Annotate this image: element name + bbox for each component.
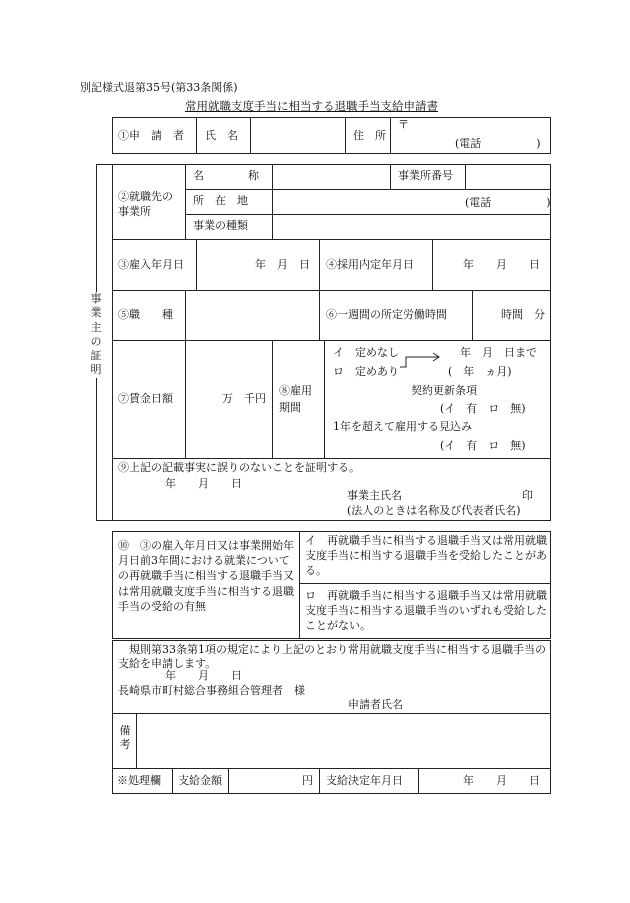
processing-label: ※処理欄 <box>117 774 161 787</box>
applicant-signature-label: 申請者氏名 <box>348 698 403 711</box>
renewal-choice[interactable]: (イ 有 ロ 無) <box>440 402 526 415</box>
applicant-phone: (電話 ) <box>455 137 541 150</box>
period-no-limit-option[interactable]: イ 定めなし <box>333 346 399 359</box>
form-title: 常用就職支度手当に相当する退職手当支給申請書 <box>185 99 438 113</box>
applicant-name-field[interactable] <box>258 130 342 144</box>
form-number: 別記様式退第35号(第33条関係) <box>80 81 238 94</box>
job-type-label: ⑤職 種 <box>118 308 173 321</box>
location-label: 所 在 地 <box>193 194 248 207</box>
business-type-field[interactable] <box>278 219 544 235</box>
application-date[interactable]: 年 月 日 <box>165 669 242 682</box>
amount-field[interactable]: 円 <box>302 774 313 787</box>
period-until: 年 月 日まで <box>460 346 537 359</box>
offer-date-label: ④採用内定年月日 <box>326 258 414 271</box>
workplace-section-label: ②就職先の事業所 <box>118 190 173 218</box>
job-type-field[interactable] <box>192 305 312 323</box>
applicant-signature-field[interactable] <box>412 697 542 711</box>
over-one-year-label: 1年を超えて雇用する見込み <box>333 420 472 433</box>
corporation-note: (法人のときは名称及び代表者氏名) <box>347 504 521 517</box>
certification-text: ⑨上記の記載事実に誤りのないことを証明する。 <box>118 461 360 474</box>
address-label: 住 所 <box>353 129 386 142</box>
daily-wage-field[interactable]: 万 千円 <box>222 392 266 405</box>
workplace-name-label: 名 称 <box>193 169 259 182</box>
seal-mark: 印 <box>522 489 533 502</box>
office-number-label: 事業所番号 <box>398 169 453 182</box>
employment-period-label: ⑧雇用期間 <box>279 384 312 414</box>
weekly-hours-label: ⑥一週間の所定労働時間 <box>326 308 447 321</box>
option-not-received[interactable]: ロ 再就職手当に相当する退職手当又は常用就職支度手当に相当する退職手当のいずれも受給したことがない。 <box>305 589 547 633</box>
certification-date[interactable]: 年 月 日 <box>165 477 242 490</box>
applicant-label: ①申 請 者 <box>118 129 184 142</box>
weekly-hours-field[interactable]: 時間 分 <box>501 308 545 321</box>
decision-date-field[interactable]: 年 月 日 <box>463 774 540 787</box>
previous-receipt-question: ⑩ ③の雇入年月日又は事業開始年月日前3年間における就業についての再就職手当に相当する退職手当又は常用就職支度手当に相当する退職手当の受給の有無 <box>118 539 294 613</box>
remarks-label: 備考 <box>119 724 131 752</box>
name-label: 氏 名 <box>205 129 238 142</box>
option-received[interactable]: イ 再就職手当に相当する退職手当又は常用就職支度手当に相当する退職手当を受給したことがある。 <box>305 534 547 578</box>
employer-name-label: 事業主氏名 <box>347 489 402 502</box>
renewal-label: 契約更新条項 <box>411 384 477 397</box>
daily-wage-label: ⑦賃金日額 <box>118 392 173 405</box>
workplace-name-field[interactable] <box>278 169 384 185</box>
period-limit-option[interactable]: ロ 定めあり <box>333 365 399 378</box>
arrow-icon <box>398 352 444 368</box>
hire-date-label: ③雇入年月日 <box>118 258 184 271</box>
amount-label: 支給金額 <box>178 774 222 787</box>
postal-mark: 〒 <box>398 118 409 131</box>
addressee: 長崎県市町村総合事務組合管理者 様 <box>118 684 305 697</box>
workplace-phone: (電話 ) <box>465 196 551 209</box>
remarks-field[interactable] <box>142 718 546 763</box>
employer-certification-label: 事 業 主 の 証 明 <box>90 292 102 377</box>
offer-date-field[interactable]: 年 月 日 <box>463 258 540 271</box>
application-statement: 規則第33条第1項の規定により上記のとおり常用就職支度手当に相当する退職手当の支給を申請します。 <box>118 643 546 671</box>
office-number-field[interactable] <box>470 169 546 185</box>
hire-date-field[interactable]: 年 月 日 <box>255 258 310 271</box>
applicant-address-field[interactable] <box>412 120 547 134</box>
location-field[interactable] <box>278 194 458 210</box>
period-months: ( 年 ヵ月) <box>448 365 512 378</box>
over-one-year-choice[interactable]: (イ 有 ロ 無) <box>440 439 526 452</box>
business-type-label: 事業の種類 <box>193 219 248 232</box>
decision-date-label: 支給決定年月日 <box>326 774 403 787</box>
